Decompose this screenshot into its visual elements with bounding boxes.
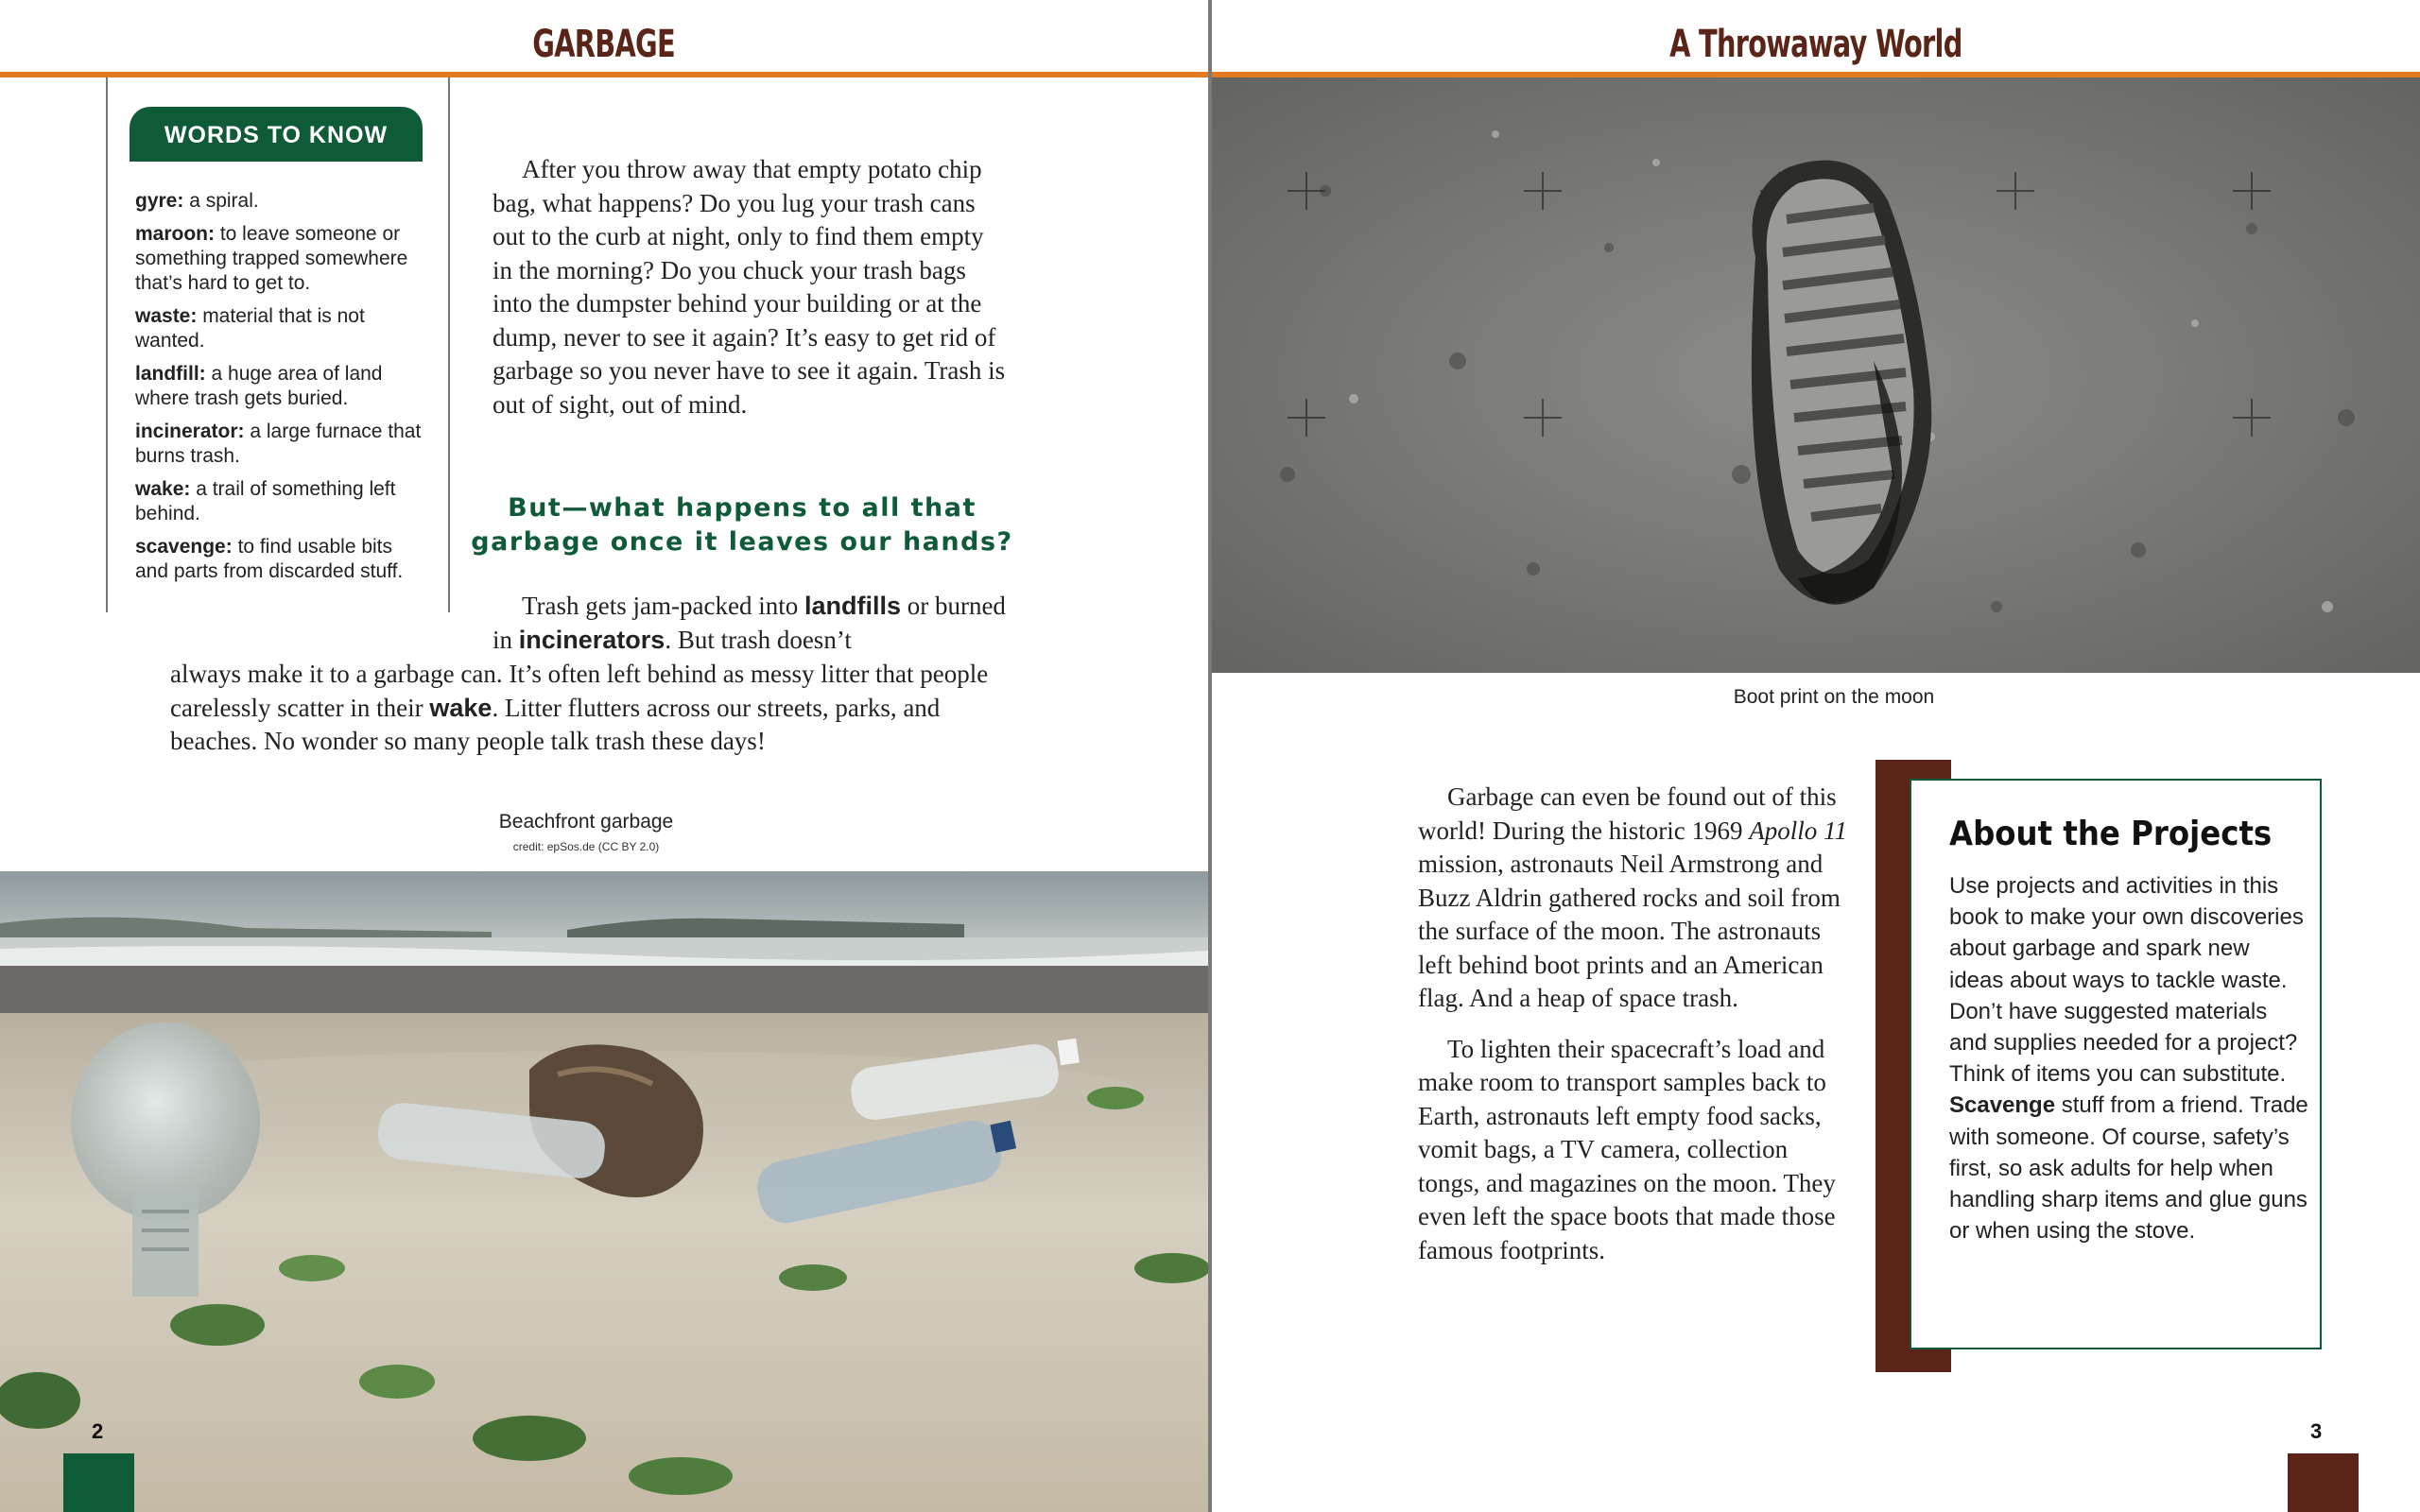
glossary-entry: scavenge: to find usable bits and parts from discarded stuff. — [135, 536, 404, 582]
trash-paragraph-continued: always make it to a garbage can. It’s often left behind as messy litter that people carelessly scatter in their wake. Litter flutters across our streets, parks, and beaches. No wonder so many people talk trash these days! — [170, 660, 989, 755]
page-corner-marker-left — [63, 1453, 134, 1512]
words-to-know-list — [135, 189, 424, 593]
beach-photo-caption: Beachfront garbage — [498, 811, 674, 833]
glossary-entry: incinerator: a large furnace that burns trash. — [135, 421, 422, 467]
words-to-know-title: WORDS TO KNOW — [130, 107, 423, 162]
about-projects-text: Use projects and activities in this book to make your own discoveries about garbage and spark new ideas about ways to tackle waste. Don’t have suggested materials and supplies needed for a project? Think of items you can substitute. Scavenge stuff from a friend. Trade with someone. Of course, safety’s first, so ask adults for help when handling sharp items and glue guns or when using the stove. — [1949, 873, 2308, 1245]
glossary-entry: maroon: to leave someone or something trapped somewhere that’s hard to get to. — [135, 223, 408, 294]
beach-photo-credit: credit: epSos.de (CC BY 2.0) — [512, 840, 660, 853]
running-head-right: A Throwaway World — [1669, 23, 1962, 66]
glossary-entry: gyre: a spiral. — [135, 190, 259, 212]
trash-paragraph-lead: Trash gets jam-packed into landfills or burned in incinerators. But trash doesn’t — [493, 592, 1006, 654]
keyword-landfills: landfills — [804, 592, 901, 620]
mission-name: Apollo 11 — [1749, 816, 1847, 845]
moon-boot-print-photo — [1212, 77, 2420, 673]
keyword-wake: wake — [429, 693, 493, 722]
keyword-incinerators: incinerators — [518, 625, 666, 654]
moon-photo-caption: Boot print on the moon — [1733, 686, 1935, 708]
page-corner-marker-right — [2288, 1453, 2359, 1512]
apollo-paragraph-1: Garbage can even be found out of this world! During the historic 1969 Apollo 11 mission, astronauts Neil Armstrong and Buzz Aldrin gathered rocks and soil from the surface of the moon. The astronauts left behind boot prints and an American flag. And a heap of space trash. — [1418, 782, 1847, 1012]
glossary-entry: wake: a trail of something left behind. — [135, 478, 396, 524]
keyword-scavenge: Scavenge — [1949, 1092, 2056, 1119]
page-number-left: 2 — [92, 1419, 104, 1443]
intro-paragraph: After you throw away that empty potato chip bag, what happens? Do you lug your trash cans out to the curb at night, only to find them empty in the morning? Do you chuck your trash bags into the dumpster behind your building or at the dump, never to see it again? It’s easy to get rid of garbage so you never have to see it again. Trash is out of sight, out of mind. — [493, 155, 1006, 419]
running-head-left: GARBAGE — [532, 23, 676, 66]
page-number-right: 3 — [2310, 1419, 2323, 1443]
glossary-entry: landfill: a huge area of land where trash gets buried. — [135, 363, 383, 409]
apollo-paragraph-2: To lighten their spacecraft’s load and make room to transport samples back to Earth, astronauts left empty food sacks, vomit bags, a TV camera, collection tongs, and magazines on the moon. They even left the space boots that made those famous footprints. — [1418, 1034, 1836, 1264]
about-projects-title: About the Projects — [1949, 815, 2273, 853]
glossary-entry: waste: material that is not wanted. — [135, 305, 365, 352]
beach-garbage-photo — [0, 871, 1208, 1512]
section-subhead: But—what happens to all that garbage once it leaves our hands? — [471, 493, 1013, 557]
apollo-text — [1418, 781, 1848, 1284]
